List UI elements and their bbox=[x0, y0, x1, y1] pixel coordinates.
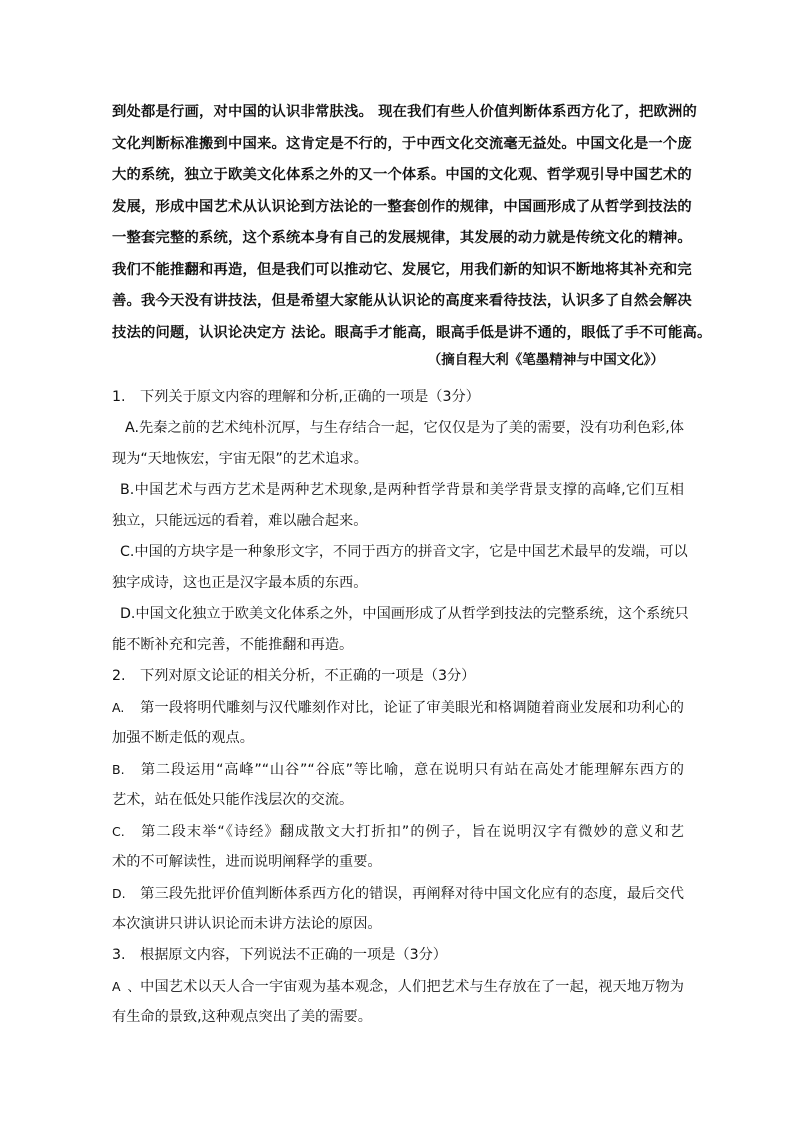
option-line: 加强不断走低的观点。 bbox=[112, 730, 254, 746]
option-line: 独字成诗，这也正是汉字最本质的东西。 bbox=[112, 575, 368, 591]
option-line bbox=[112, 971, 684, 1002]
option-text: 第二段末举“《诗经》翻成散文大打折扣”的例子，旨在说明汉字有微妙的意义和艺 bbox=[140, 824, 684, 840]
option-text: 第一段将明代雕刻与汉代雕刻作对比，论证了审美眼光和格调随着商业发展和功利心的 bbox=[140, 700, 684, 716]
question-stem bbox=[112, 382, 684, 413]
passage-line: 我们不能推翻和再造，但是我们可以推动它、发展它，用我们新的知识不断地将其补充和完 bbox=[112, 261, 692, 278]
question-number: 3. bbox=[112, 947, 126, 963]
option-line: 有生命的景致,这种观点突出了美的需要。 bbox=[112, 1009, 372, 1025]
option-line: 艺术，站在低处只能作浅层次的交流。 bbox=[112, 792, 354, 808]
passage-line: 一整套完整的系统，这个系统本身有自己的发展规律，其发展的动力就是传统文化的精神。 bbox=[112, 230, 692, 246]
option-line bbox=[112, 816, 684, 847]
question-stem bbox=[112, 661, 684, 692]
option-letter: A、 bbox=[112, 979, 140, 994]
question-list bbox=[112, 382, 689, 1033]
option-text: 中国艺术以天人合一宇宙观为基本观念，人们把艺术与生存放在了一起，视天地万物为 bbox=[140, 979, 684, 995]
option-line bbox=[112, 754, 684, 785]
option-line bbox=[112, 878, 684, 909]
option-text: 第二段运用“高峰”“山谷”“谷底”等比喻，意在说明只有站在高处才能理解东西方的 bbox=[140, 762, 684, 778]
passage-source: （摘自程大利《笔墨精神与中国文化》） bbox=[427, 352, 664, 368]
option-letter: B. bbox=[112, 762, 125, 777]
option-line: 现为“天地恢宏，宇宙无限”的艺术追求。 bbox=[112, 451, 368, 467]
option-line: D.中国文化独立于欧美文化体系之外，中国画形成了从哲学到技法的完整系统，这个系统只 bbox=[120, 606, 689, 622]
option-letter: D. bbox=[112, 886, 126, 901]
option-line: 能不断补充和完善，不能推翻和再造。 bbox=[112, 637, 354, 653]
option-letter: A. bbox=[112, 700, 125, 715]
passage-line: 文化判断标准搬到中国来。这肯定是不行的，于中西文化交流毫无益处。中国文化是一个庞 bbox=[112, 135, 692, 152]
question-number: 2. bbox=[112, 668, 126, 684]
question-number: 1. bbox=[112, 389, 126, 405]
question-text: 根据原文内容，下列说法不正确的一项是（3分） bbox=[140, 947, 447, 963]
option-letter: C. bbox=[112, 824, 125, 839]
option-line: C.中国的方块字是一种象形文字，不同于西方的拼音文字，它是中国艺术最早的发端，可以 bbox=[120, 544, 688, 560]
passage-line: 发展，形成中国艺术从认识论到方法论的一整套创作的规律，中国画形成了从哲学到技法的 bbox=[112, 198, 692, 215]
passage-line: 善。我今天没有讲技法，但是希望大家能从认识论的高度来看待技法，认识多了自然会解决 bbox=[112, 293, 692, 309]
option-line: 术的不可解读性，进而说明阐释学的重要。 bbox=[112, 854, 382, 870]
option-line: 独立，只能远远的看着，难以融合起来。 bbox=[112, 513, 368, 529]
passage-line: 技法的问题，认识论决定方 法论。眼高手才能高，眼高手低是讲不通的，眼低了手不可能高。 bbox=[112, 324, 712, 341]
passage-line: 到处都是行画，对中国的认识非常肤浅。 现在我们有些人价值判断体系西方化了，把欧洲的 bbox=[112, 104, 698, 120]
question-text: 下列对原文论证的相关分析，不正确的一项是（3分） bbox=[140, 668, 476, 684]
option-line bbox=[112, 692, 684, 723]
option-line: A.先秦之前的艺术纯朴沉厚，与生存结合一起，它仅仅是为了美的需要，没有功利色彩,体 bbox=[125, 420, 684, 436]
option-line: 本次演讲只讲认识论而未讲方法论的原因。 bbox=[112, 916, 382, 932]
question-stem bbox=[112, 940, 684, 971]
option-text: 第三段先批评价值判断体系西方化的错误，再阐释对待中国文化应有的态度，最后交代 bbox=[140, 886, 684, 902]
option-line: B.中国艺术与西方艺术是两种艺术现象,是两种哲学背景和美学背景支撑的高峰,它们互相 bbox=[120, 482, 684, 498]
reading-passage bbox=[112, 97, 712, 349]
question-text: 下列关于原文内容的理解和分析,正确的一项是（3分） bbox=[140, 389, 480, 405]
passage-line: 大的系统，独立于欧美文化体系之外的又一个体系。中国的文化观、哲学观引导中国艺术的 bbox=[112, 167, 692, 183]
